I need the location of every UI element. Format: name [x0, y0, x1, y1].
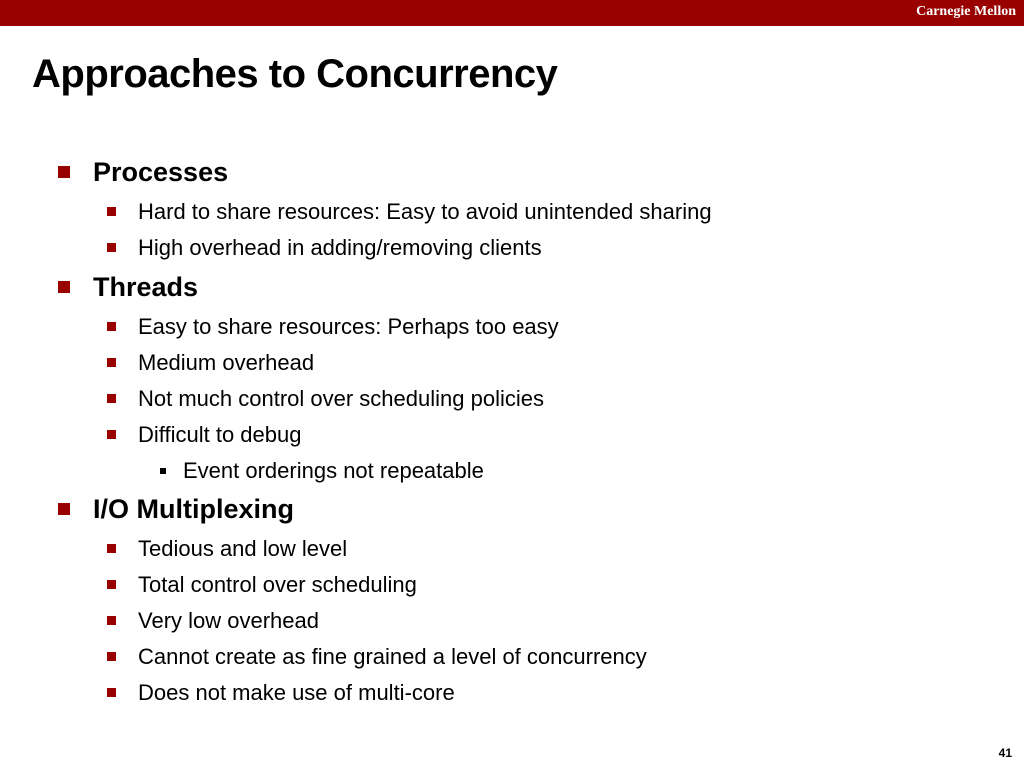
list-item-text: Hard to share resources: Easy to avoid unintended sharing [138, 199, 712, 224]
square-bullet-icon [107, 688, 116, 697]
section-heading-label: I/O Multiplexing [93, 494, 294, 524]
slide-title: Approaches to Concurrency [32, 52, 558, 96]
section-heading-label: Threads [93, 272, 199, 302]
sub-list-item-text: Event orderings not repeatable [183, 458, 484, 483]
small-square-bullet-icon [160, 468, 166, 474]
list-item-text: Tedious and low level [138, 536, 348, 561]
list-item-text: Cannot create as fine grained a level of concurrency [138, 644, 647, 669]
square-bullet-icon [107, 616, 116, 625]
list-item-text: Total control over scheduling [138, 572, 417, 597]
list-item-text: Not much control over scheduling policies [138, 386, 544, 411]
list-item-text: Easy to share resources: Perhaps too easy [138, 314, 559, 339]
square-bullet-icon [107, 430, 116, 439]
list-item-text: Very low overhead [138, 608, 319, 633]
list-item-text: Medium overhead [138, 350, 315, 375]
list-item-text: Difficult to debug [138, 422, 302, 447]
list-item-text: Does not make use of multi-core [138, 680, 455, 705]
list-item-text: High overhead in adding/removing clients [138, 235, 542, 260]
square-bullet-icon [107, 394, 116, 403]
square-bullet-icon [107, 243, 116, 252]
square-bullet-icon [107, 207, 116, 216]
square-bullet-icon [58, 166, 70, 178]
square-bullet-icon [107, 580, 116, 589]
square-bullet-icon [58, 503, 70, 515]
square-bullet-icon [107, 322, 116, 331]
section-heading-label: Processes [93, 157, 229, 187]
square-bullet-icon [107, 652, 116, 661]
square-bullet-icon [107, 544, 116, 553]
brand-label: Carnegie Mellon [916, 4, 1016, 19]
square-bullet-icon [107, 358, 116, 367]
page-number: 41 [998, 746, 1012, 760]
square-bullet-icon [58, 281, 70, 293]
